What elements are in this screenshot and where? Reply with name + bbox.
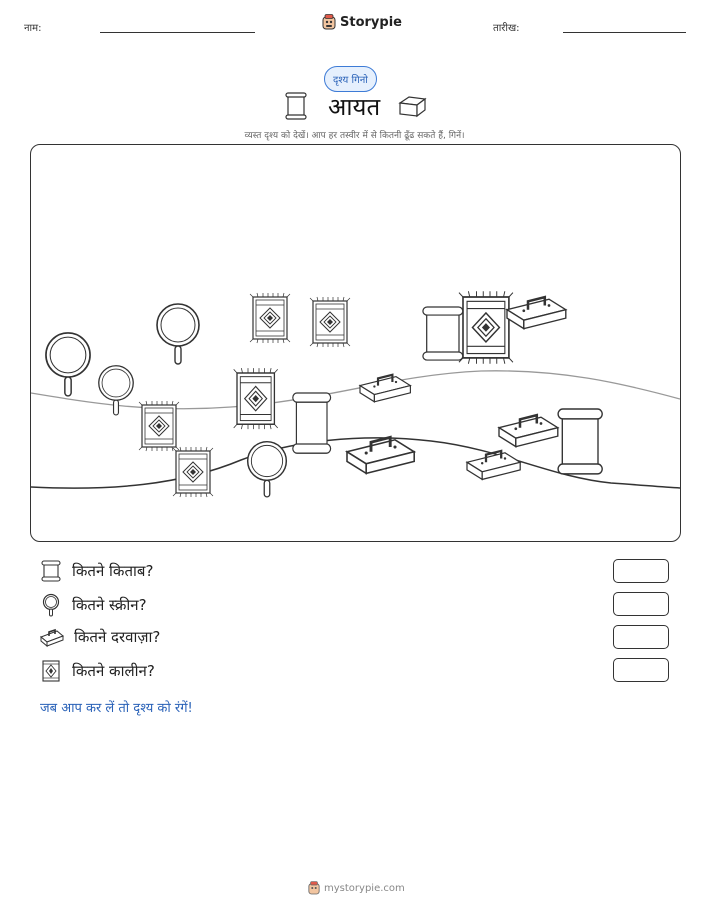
instruction-text: व्यस्त दृश्य को देखें। आप हर तस्वीर में से कितनी ढूँढ सकते हैं, गिनें। (244, 131, 465, 141)
name-label: नाम: (24, 23, 42, 34)
answer-box-3[interactable] (613, 625, 669, 649)
brand-name: Storypie (340, 14, 402, 30)
rug-3 (234, 368, 278, 429)
question-row-2 (40, 593, 147, 617)
name-line[interactable] (100, 32, 255, 33)
block-5 (467, 451, 520, 480)
question-text: कितने स्क्रीन? (72, 596, 147, 614)
storypie-mascot-icon (322, 14, 336, 30)
block-1 (507, 297, 566, 329)
rug-icon (40, 659, 62, 683)
magnifier-icon (40, 593, 62, 617)
scroll-icon (40, 560, 62, 582)
answer-box-4[interactable] (613, 658, 669, 682)
site-url: mystorypie.com (324, 882, 405, 894)
box-icon (397, 94, 427, 122)
scroll-3 (558, 409, 602, 474)
question-text: कितने दरवाज़ा? (74, 628, 161, 646)
rug-5 (173, 447, 213, 497)
page-title: आयत (328, 93, 381, 121)
scroll-2 (293, 393, 331, 453)
scene-illustration (31, 145, 680, 541)
magnifier-1 (46, 333, 90, 396)
question-row-4 (40, 659, 155, 683)
scene-panel (30, 144, 681, 542)
answer-box-1[interactable] (613, 559, 669, 583)
answer-box-2[interactable] (613, 592, 669, 616)
rug-6 (459, 291, 513, 364)
question-text: कितने किताब? (72, 562, 154, 580)
date-label: तारीख: (493, 23, 520, 34)
date-line[interactable] (563, 32, 686, 33)
block-3 (347, 437, 414, 473)
question-row-1 (40, 560, 153, 582)
brand-logo (322, 14, 402, 30)
rug-1 (250, 293, 290, 343)
rug-4 (139, 401, 179, 451)
question-text: कितने कालीन? (72, 662, 155, 680)
magnifier-3 (99, 366, 133, 415)
scroll-icon (284, 92, 308, 124)
scroll-1 (423, 307, 463, 360)
storypie-mascot-icon (308, 881, 320, 895)
magnifier-2 (157, 304, 199, 364)
block-4 (499, 415, 558, 447)
block-2 (360, 375, 410, 402)
activity-badge: दृश्य गिनो (324, 66, 377, 92)
door-block-icon (40, 626, 64, 648)
coloring-instruction: जब आप कर लें तो दृश्य को रंगें! (40, 701, 193, 716)
rug-2 (310, 297, 350, 347)
question-row-3 (40, 626, 160, 648)
site-footer (308, 881, 405, 895)
magnifier-4 (248, 442, 287, 497)
